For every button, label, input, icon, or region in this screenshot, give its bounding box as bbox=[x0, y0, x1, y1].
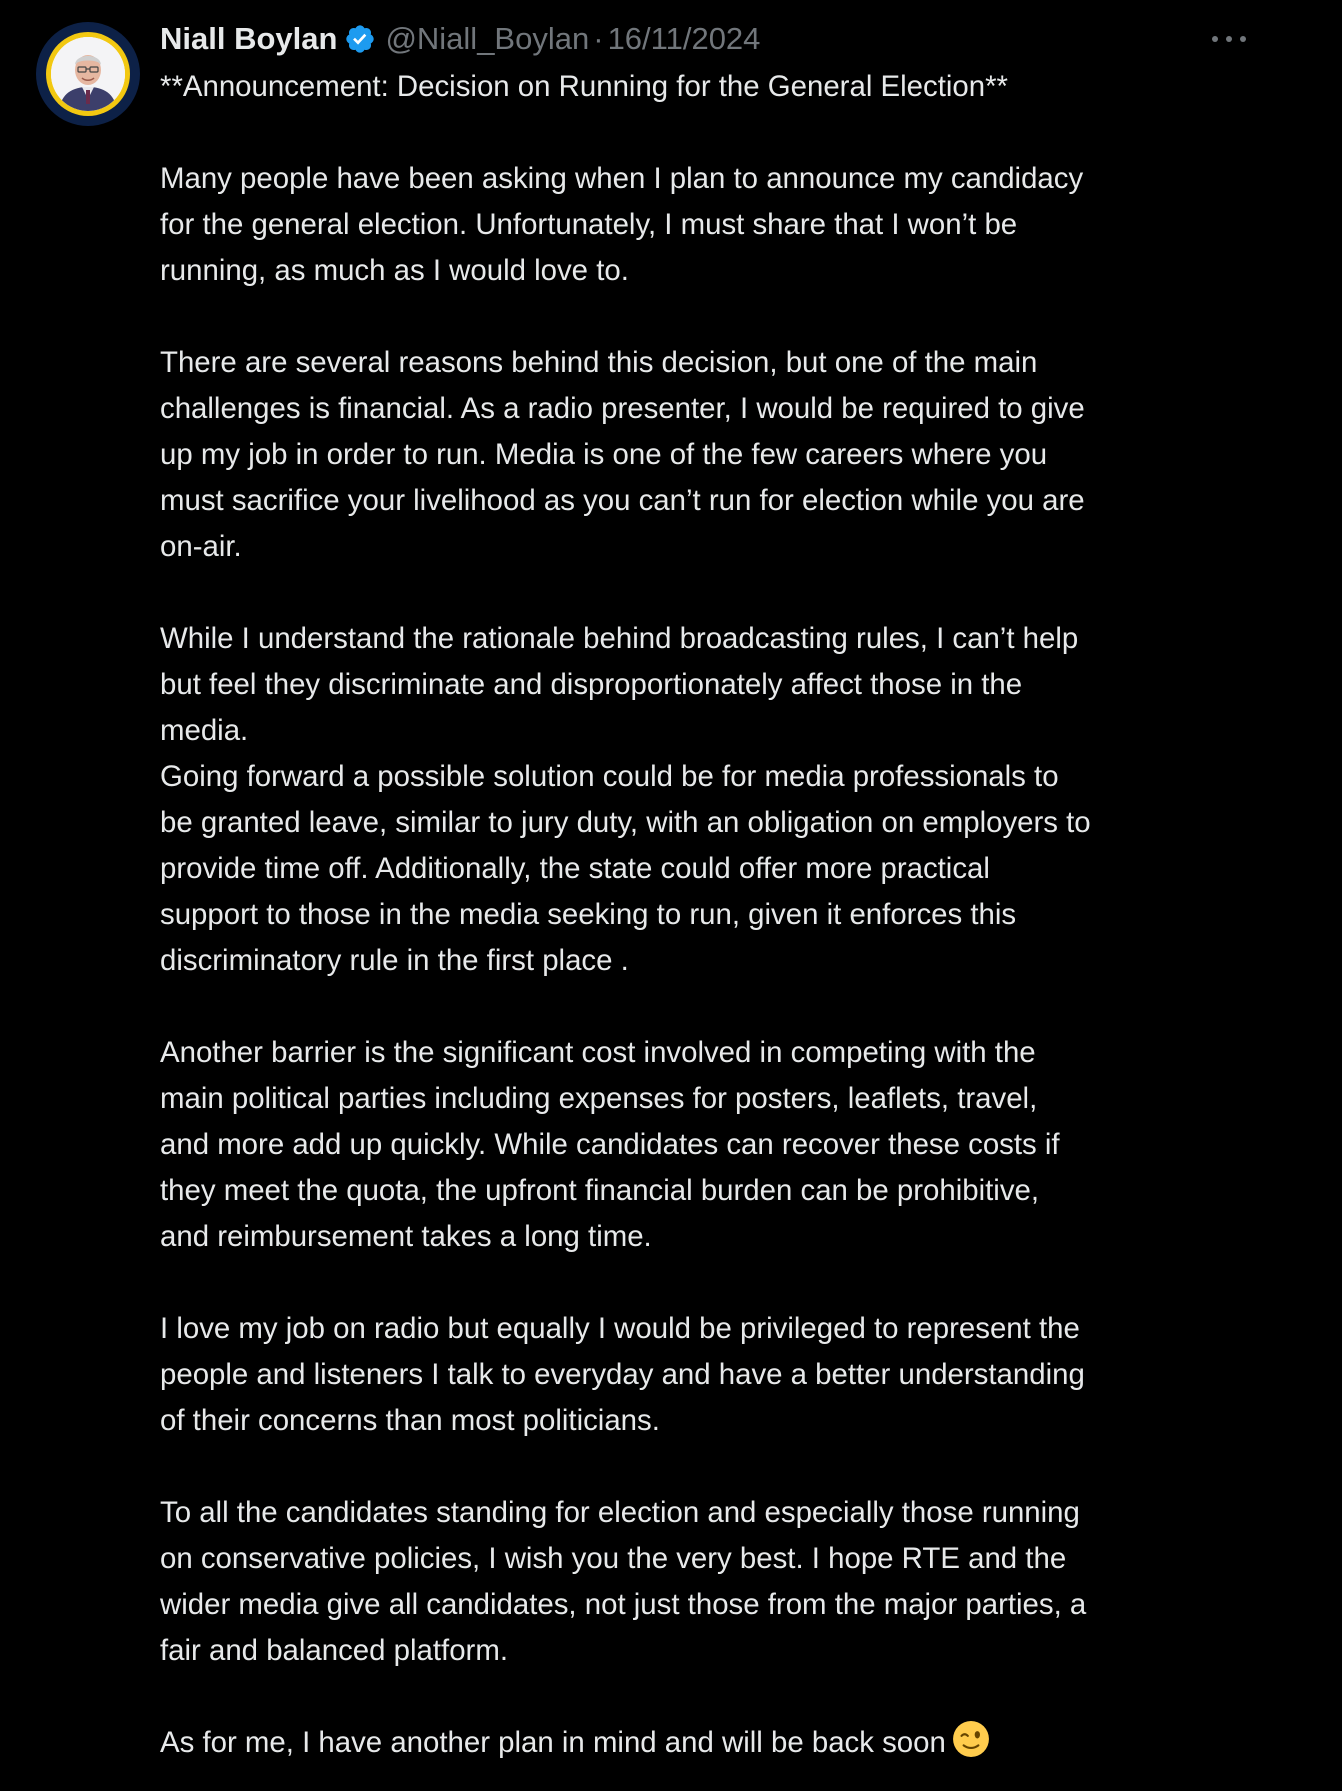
more-options-icon[interactable] bbox=[1212, 24, 1246, 54]
blank-line bbox=[160, 294, 1275, 340]
more-dot bbox=[1226, 36, 1232, 42]
tweet-text-line: media. bbox=[160, 714, 249, 747]
tweet-text-line: Going forward a possible solution could be for media professionals to bbox=[160, 760, 1059, 793]
tweet-text-line: Many people have been asking when I plan to announce my candidacy bbox=[160, 162, 1084, 195]
author-name[interactable]: Niall Boylan bbox=[160, 21, 338, 56]
separator-dot: · bbox=[593, 21, 604, 56]
tweet-header bbox=[160, 14, 760, 64]
tweet-text-line: and reimbursement takes a long time. bbox=[160, 1220, 652, 1253]
tweet-text-line: running, as much as I would love to. bbox=[160, 254, 629, 287]
tweet-text-line: up my job in order to run. Media is one of the few careers where you bbox=[160, 438, 1048, 471]
tweet-text-line: provide time off. Additionally, the state could offer more practical bbox=[160, 852, 990, 885]
author-handle[interactable]: @Niall_Boylan bbox=[385, 21, 590, 56]
tweet-text-line: must sacrifice your livelihood as you can’t run for election while you are bbox=[160, 484, 1085, 517]
avatar[interactable] bbox=[36, 22, 140, 126]
tweet-text-line: but feel they discriminate and disproportionately affect those in the bbox=[160, 668, 1023, 701]
tweet-text-line: I love my job on radio but equally I would be privileged to represent the bbox=[160, 1312, 1080, 1345]
tweet-text-line: main political parties including expenses for posters, leaflets, travel, bbox=[160, 1082, 1038, 1115]
tweet-text-line: be granted leave, similar to jury duty, with an obligation on employers to bbox=[160, 806, 1091, 839]
tweet-text-line: support to those in the media seeking to run, given it enforces this bbox=[160, 898, 1017, 931]
tweet-text-line: of their concerns than most politicians. bbox=[160, 1404, 660, 1437]
tweet-text-line: for the general election. Unfortunately, I must share that I won’t be bbox=[160, 208, 1018, 241]
blank-line bbox=[160, 570, 1275, 616]
tweet-text-line: they meet the quota, the upfront financial burden can be prohibitive, bbox=[160, 1174, 1040, 1207]
more-dot bbox=[1212, 36, 1218, 42]
blank-line bbox=[160, 1674, 1275, 1720]
avatar-ring bbox=[46, 32, 130, 116]
tweet-text-line: wider media give all candidates, not just those from the major parties, a bbox=[160, 1588, 1087, 1621]
blank-line bbox=[160, 110, 1275, 156]
tweet-text-line: As for me, I have another plan in mind and will be back soon bbox=[160, 1720, 1275, 1766]
tweet-text-line: discriminatory rule in the first place . bbox=[160, 944, 629, 977]
profile-photo-icon bbox=[51, 37, 125, 111]
tweet-text-line: and more add up quickly. While candidates can recover these costs if bbox=[160, 1128, 1060, 1161]
tweet-text bbox=[160, 64, 1275, 1766]
tweet-text-line: To all the candidates standing for election and especially those running bbox=[160, 1496, 1080, 1529]
tweet-timestamp[interactable]: 16/11/2024 bbox=[607, 21, 761, 56]
tweet-text-line: **Announcement: Decision on Running for the General Election** bbox=[160, 70, 1008, 103]
tweet-text-line: on conservative policies, I wish you the very best. I hope RTE and the bbox=[160, 1542, 1067, 1575]
tweet-text-line: While I understand the rationale behind broadcasting rules, I can’t help bbox=[160, 622, 1079, 655]
tweet-text-line: challenges is financial. As a radio presenter, I would be required to give bbox=[160, 392, 1085, 425]
tweet-text-line: fair and balanced platform. bbox=[160, 1634, 508, 1667]
tweet-text-line: There are several reasons behind this decision, but one of the main bbox=[160, 346, 1038, 379]
tweet-text-line: people and listeners I talk to everyday and have a better understanding bbox=[160, 1358, 1085, 1391]
blank-line bbox=[160, 1444, 1275, 1490]
avatar-photo bbox=[51, 37, 125, 111]
blank-line bbox=[160, 984, 1275, 1030]
winking-face-emoji-icon bbox=[952, 1720, 990, 1758]
blank-line bbox=[160, 1260, 1275, 1306]
more-dot bbox=[1240, 36, 1246, 42]
verified-badge-icon bbox=[344, 23, 376, 55]
tweet-text-line: on-air. bbox=[160, 530, 242, 563]
tweet-text-line: Another barrier is the significant cost involved in competing with the bbox=[160, 1036, 1036, 1069]
